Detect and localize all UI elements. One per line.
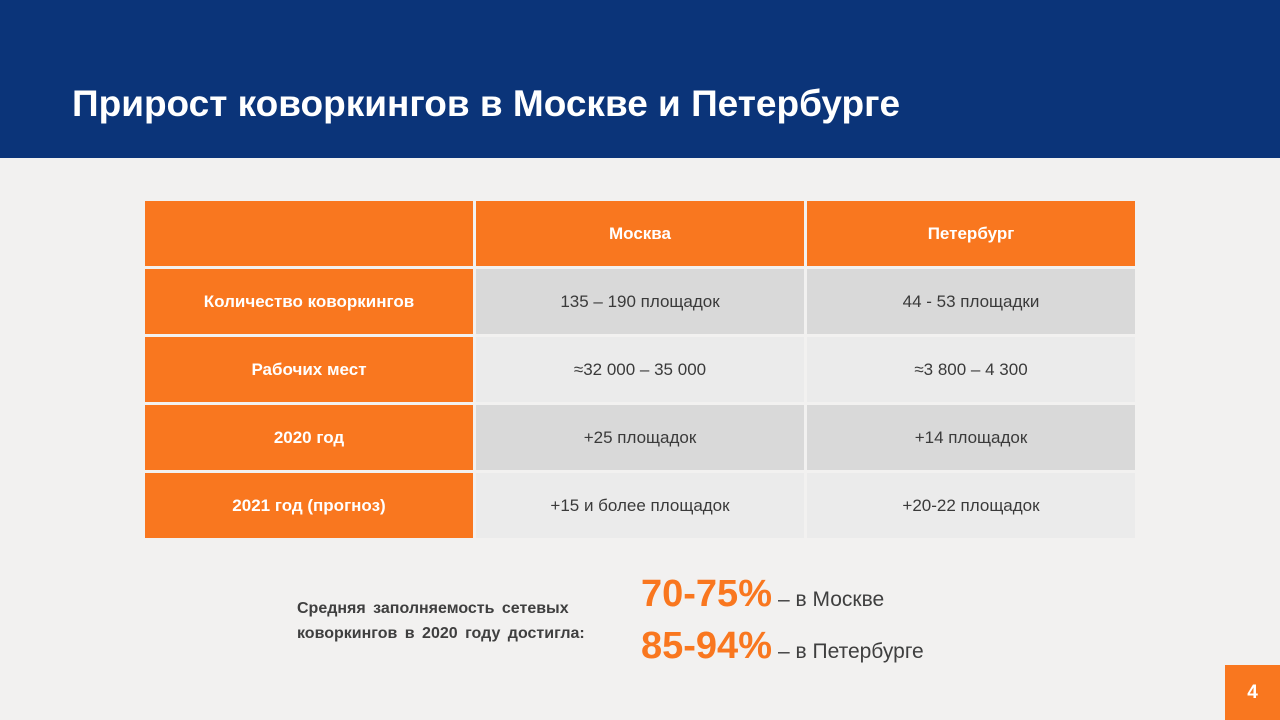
cell-moscow-2021-forecast: +15 и более площадок	[476, 473, 804, 538]
row-label-workplaces: Рабочих мест	[145, 337, 473, 402]
coworking-table	[142, 198, 1138, 541]
cell-moscow-2020: +25 площадок	[476, 405, 804, 470]
table-row	[145, 405, 1135, 470]
occupancy-summary-label: Средняя заполняемость сетевых коворкингов в 2020 году достигла:	[297, 600, 585, 642]
page-number-badge: 4	[1225, 665, 1280, 720]
column-header-moscow: Москва	[476, 201, 804, 266]
slide-title: Прирост коворкингов в Москве и Петербурге	[72, 83, 901, 124]
occupancy-stat-moscow	[641, 570, 884, 618]
occupancy-city-petersburg: – в Петербурге	[777, 640, 924, 663]
table-header-row	[145, 201, 1135, 266]
cell-moscow-workplaces: ≈32 000 – 35 000	[476, 337, 804, 402]
column-header-petersburg: Петербург	[807, 201, 1135, 266]
header-bar	[0, 0, 1280, 158]
cell-petersburg-2020: +14 площадок	[807, 405, 1135, 470]
row-label-2020: 2020 год	[145, 405, 473, 470]
cell-petersburg-coworking-count: 44 - 53 площадки	[807, 269, 1135, 334]
table-row	[145, 473, 1135, 538]
cell-petersburg-workplaces: ≈3 800 – 4 300	[807, 337, 1135, 402]
row-label-coworking-count: Количество коворкингов	[145, 269, 473, 334]
cell-moscow-coworking-count: 135 – 190 площадок	[476, 269, 804, 334]
row-label-2021-forecast: 2021 год (прогноз)	[145, 473, 473, 538]
occupancy-stat-petersburg	[641, 622, 924, 670]
cell-petersburg-2021-forecast: +20-22 площадок	[807, 473, 1135, 538]
table-row	[145, 269, 1135, 334]
table-corner-cell	[145, 201, 473, 266]
occupancy-city-moscow: – в Москве	[777, 588, 885, 611]
occupancy-value-petersburg: 85-94%	[641, 625, 772, 667]
occupancy-value-moscow: 70-75%	[641, 573, 772, 615]
table-row	[145, 337, 1135, 402]
